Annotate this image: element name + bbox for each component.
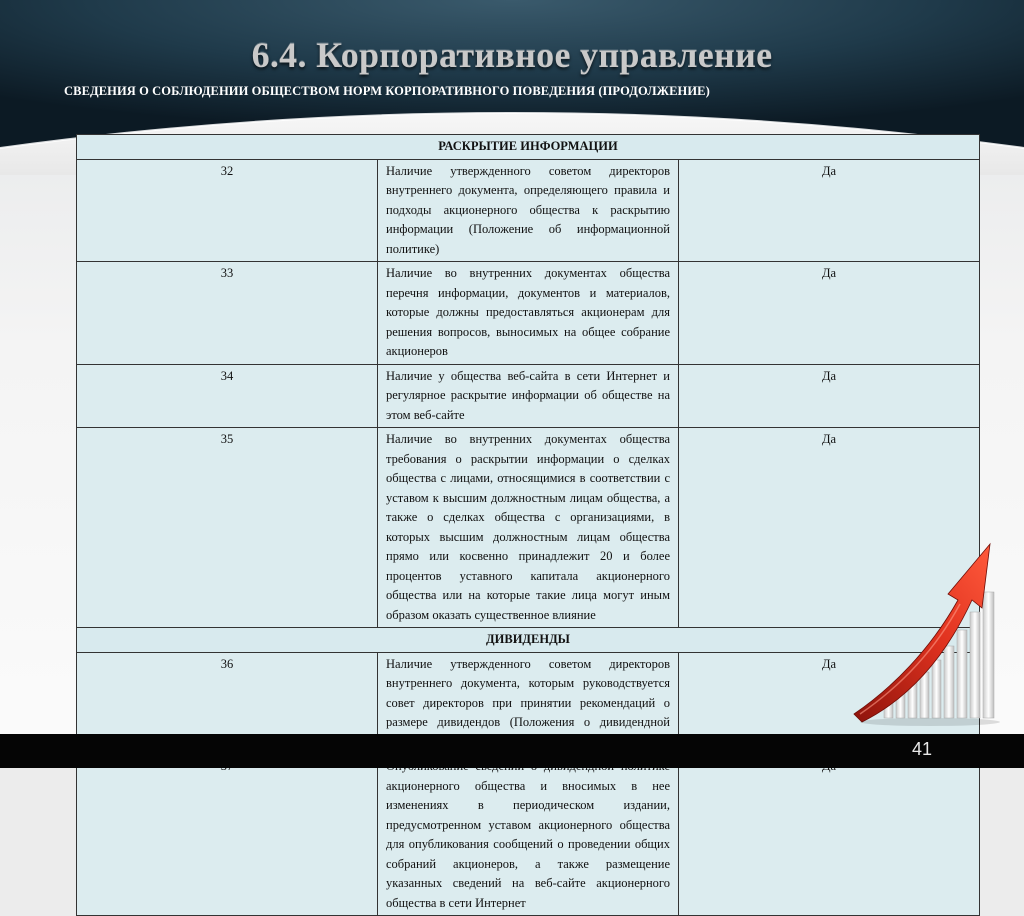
row-number bbox=[77, 755, 378, 916]
row-number: 35 bbox=[77, 428, 378, 628]
table-row bbox=[77, 262, 980, 365]
section-title: РАСКРЫТИЕ ИНФОРМАЦИИ bbox=[77, 135, 980, 160]
row-text: Наличие во внутренних документах общества перечня информации, документов и материалов, которые должны предоставляться акционерам для решения вопросов, выносимых на общее собрание акционеров bbox=[378, 262, 679, 365]
section-title: ДИВИДЕНДЫ bbox=[77, 628, 980, 653]
row-answer: Да bbox=[679, 262, 980, 365]
row-answer bbox=[679, 755, 980, 916]
table-row bbox=[77, 755, 980, 916]
row-answer: Да bbox=[679, 652, 980, 755]
page-title: 6.4. Корпоративное управление bbox=[251, 35, 773, 75]
page-number: 41 bbox=[911, 739, 932, 759]
footer-bar bbox=[0, 734, 1024, 768]
row-number: 34 bbox=[77, 364, 378, 428]
table-row bbox=[77, 364, 980, 428]
row-text: Наличие во внутренних документах общества требования о раскрытии информации о сделках общества с лицами, относящимися в соответствии с уставом к высшим должностным лицам общества, а также о сделках общества с организациями, в которых высшим должностным лицам общества прямо или косвенно принадлежит 20 и более процентов уставного капитала акционерного общества или на которые такие лица могут иным образом оказать существенное влияние bbox=[378, 428, 679, 628]
row-text: Наличие утвержденного советом директоров внутреннего документа, которым руководствуется совет директоров при принятии рекомендаций о размере дивидендов (Положения о дивидендной bbox=[378, 652, 679, 755]
row-number: 32 bbox=[77, 159, 378, 262]
page-subtitle: СВЕДЕНИЯ О СОБЛЮДЕНИИ ОБЩЕСТВОМ НОРМ КОРПОРАТИВНОГО ПОВЕДЕНИЯ (ПРОДОЛЖЕНИЕ) bbox=[64, 84, 710, 98]
row-number: 33 bbox=[77, 262, 378, 365]
table-row bbox=[77, 159, 980, 262]
governance-norms-table bbox=[76, 134, 980, 916]
section-header-row bbox=[77, 135, 980, 160]
rising-red-arrow-over-bars-icon bbox=[840, 538, 1000, 728]
row-answer: Да bbox=[679, 364, 980, 428]
row-text: Наличие у общества веб-сайта в сети Интернет и регулярное раскрытие информации об обществе на этом веб-сайте bbox=[378, 364, 679, 428]
row-answer: Да bbox=[679, 428, 980, 628]
row-number: 36 bbox=[77, 652, 378, 755]
row-text: Наличие утвержденного советом директоров внутреннего документа, определяющего правила и подходы акционерного общества к раскрытию информации (Положение об информационной политике) bbox=[378, 159, 679, 262]
row-text: акционерного общества и вносимых в нее изменениях в периодическом издании, предусмотренном уставом акционерного общества для опубликования сообщений о проведении общих собраний акционеров, а также размещение указанных сведений на веб-сайте акционерного общества в сети Интернет bbox=[378, 755, 679, 916]
row-answer: Да bbox=[679, 159, 980, 262]
